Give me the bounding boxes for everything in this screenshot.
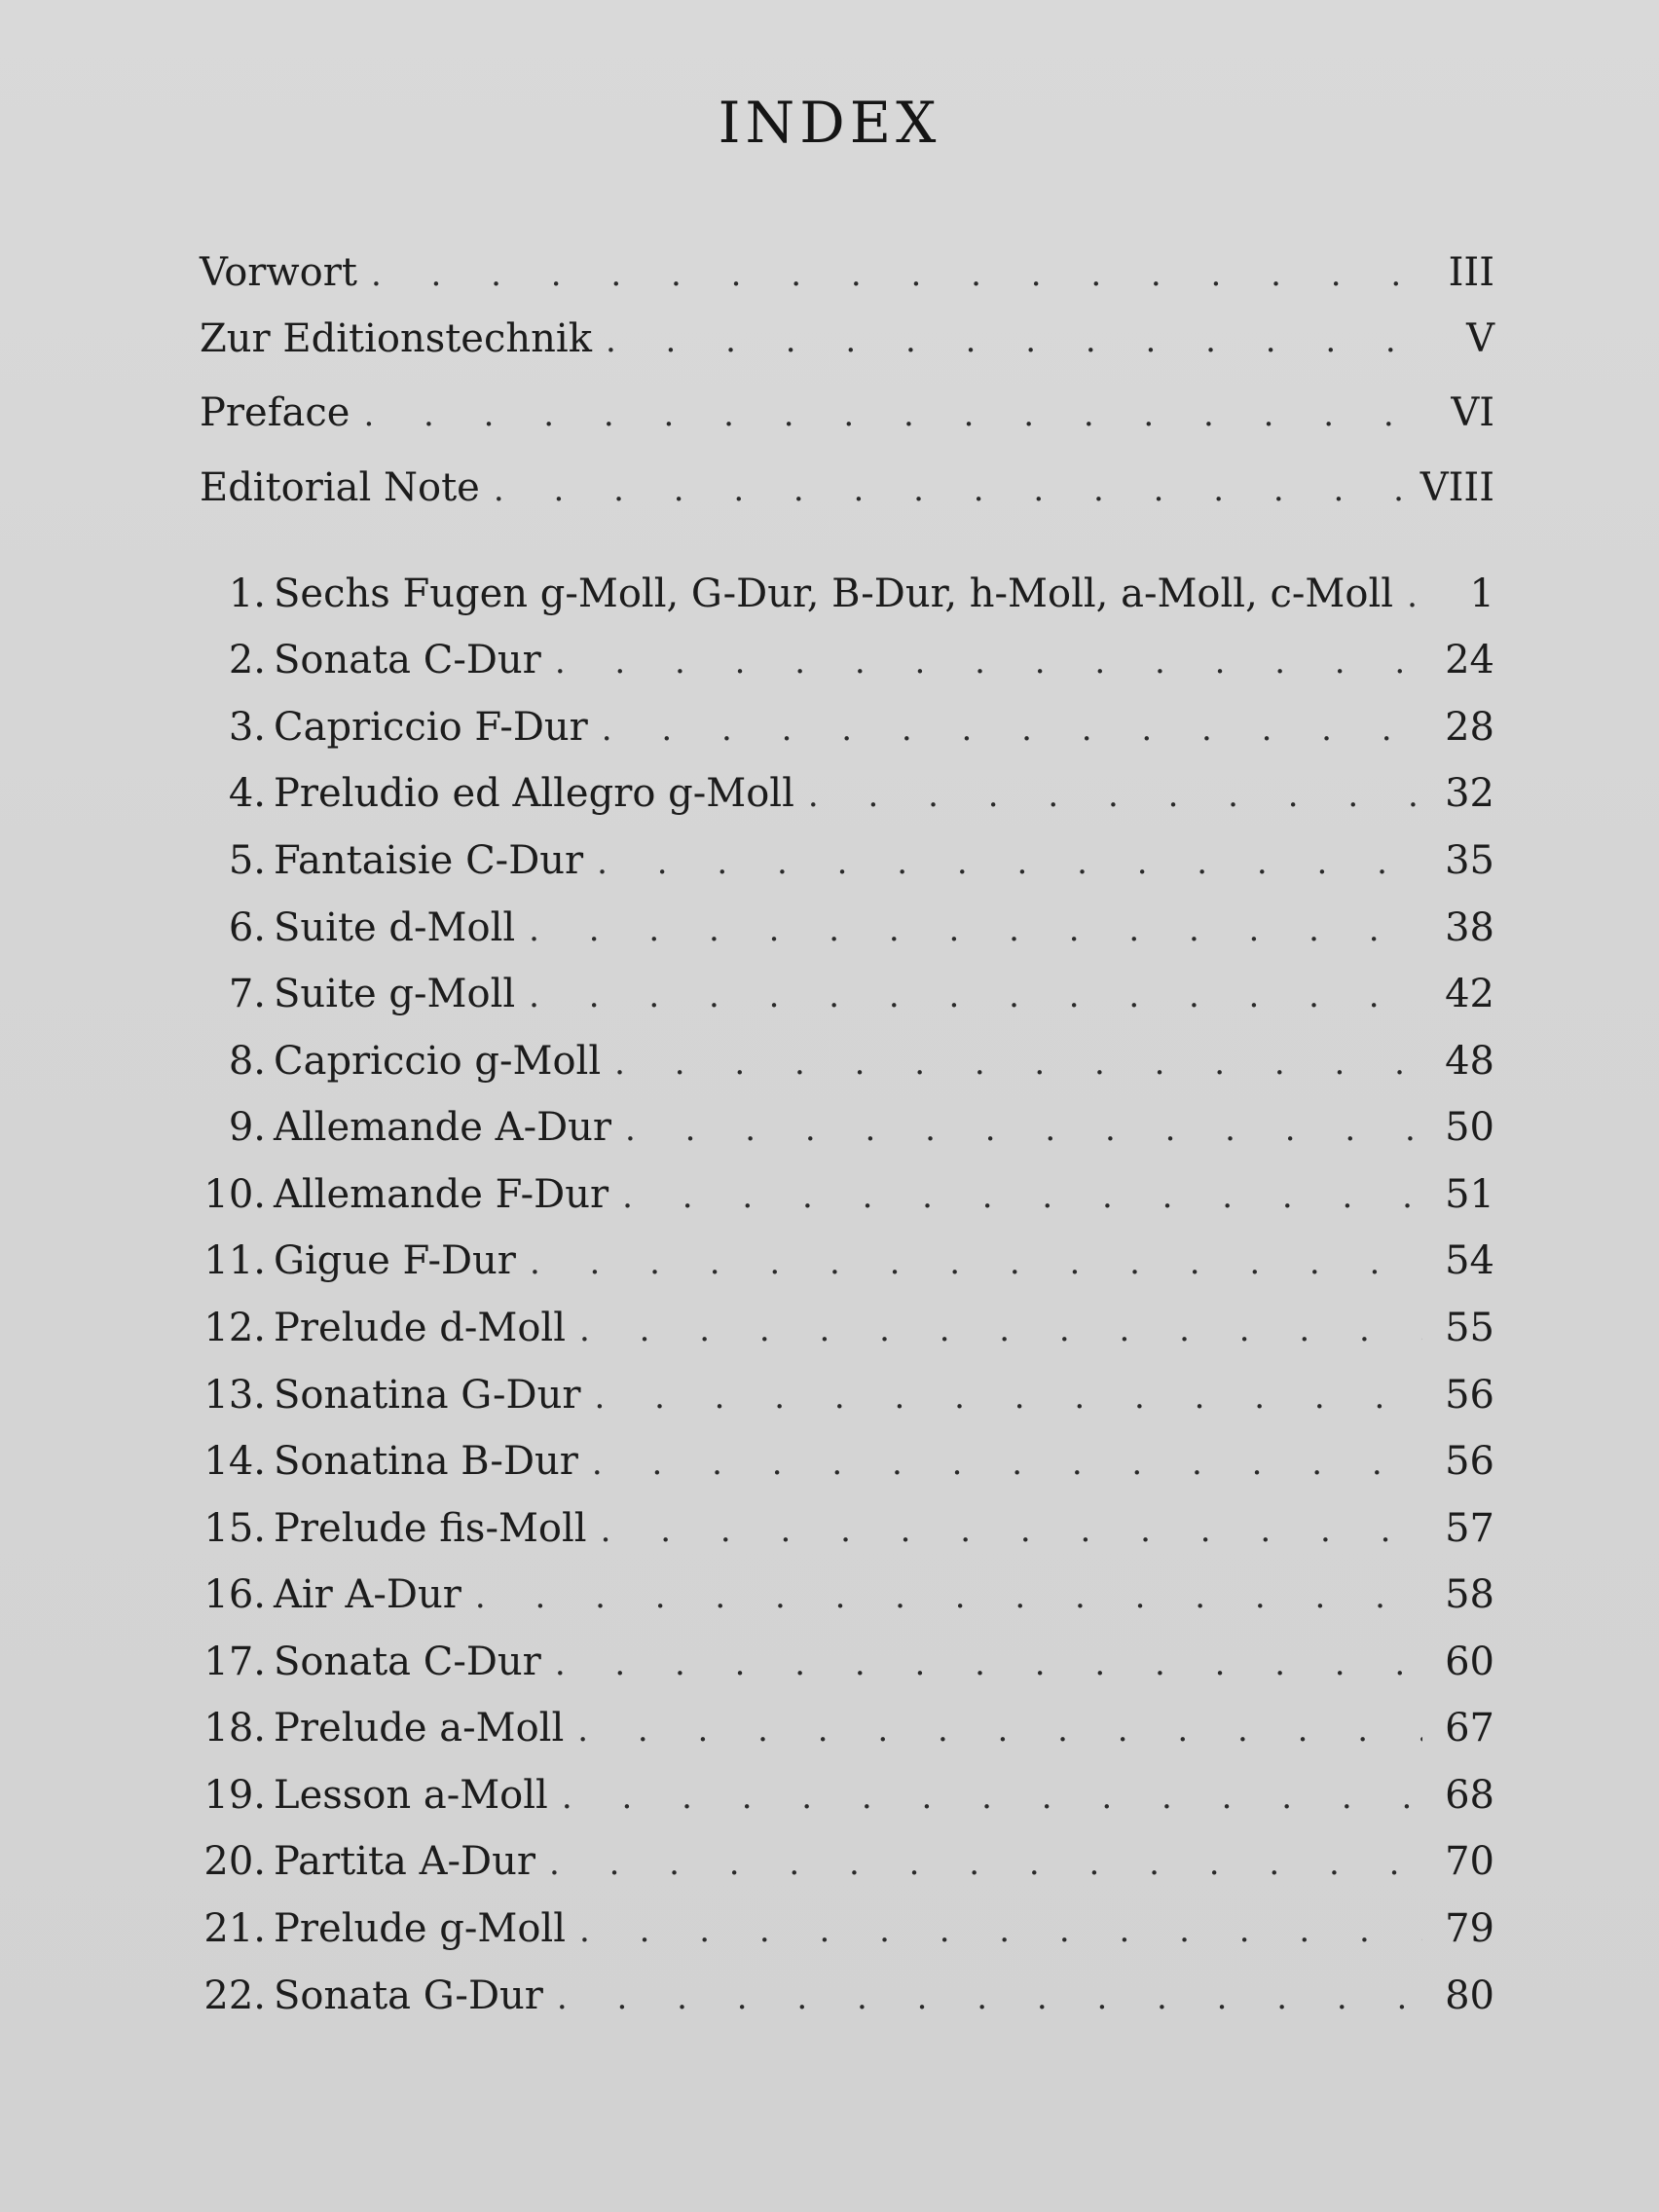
leader-dots <box>1407 567 1422 625</box>
toc-page-number: 56 <box>1445 1373 1494 1418</box>
toc-page-number: 67 <box>1445 1706 1494 1751</box>
leader-dots <box>530 1234 1422 1292</box>
toc-row-entry[interactable] <box>200 1432 1494 1491</box>
toc-label: Preface <box>200 390 350 435</box>
entry-number: 17. <box>203 1640 266 1684</box>
entry-number: 5. <box>228 838 266 883</box>
toc-label: Sonata C-Dur <box>274 1640 541 1684</box>
toc-row-entry[interactable] <box>200 1366 1494 1424</box>
leader-dots <box>529 967 1422 1025</box>
toc-row-entry[interactable] <box>200 1699 1494 1757</box>
entry-number: 13. <box>203 1373 266 1418</box>
toc-label: Prelude g-Moll <box>274 1906 566 1951</box>
leader-dots <box>562 1768 1422 1826</box>
entry-number: 21. <box>203 1906 266 1951</box>
toc-page-number: 80 <box>1445 1973 1494 2018</box>
toc-label: Sonata C-Dur <box>274 638 541 682</box>
toc-row-entry[interactable] <box>200 1499 1494 1558</box>
leader-dots <box>601 1501 1422 1560</box>
toc-page-number: 60 <box>1445 1640 1494 1684</box>
entry-number: 11. <box>203 1238 266 1283</box>
entry-number: 10. <box>203 1172 266 1217</box>
toc-page-number: 57 <box>1445 1506 1494 1551</box>
toc-page-number: V <box>1466 316 1494 361</box>
toc-label: Editorial Note <box>200 465 480 510</box>
toc-label: Sonatina B-Dur <box>274 1439 578 1484</box>
page-title: INDEX <box>718 90 941 156</box>
toc-label: Vorwort <box>200 250 357 295</box>
toc-page-number: 48 <box>1445 1039 1494 1084</box>
toc-page-number: 58 <box>1445 1572 1494 1617</box>
toc-row-entry[interactable] <box>200 1165 1494 1224</box>
toc-label: Sonata G-Dur <box>274 1973 543 2018</box>
toc-row-entry[interactable] <box>200 1899 1494 1958</box>
leader-dots <box>549 1834 1422 1893</box>
toc-row-entry[interactable] <box>200 831 1494 890</box>
leader-dots <box>597 833 1422 892</box>
entry-number: 12. <box>203 1306 266 1350</box>
leader-dots <box>475 1567 1422 1626</box>
toc-row-editorial-note[interactable] <box>200 459 1494 517</box>
toc-label: Capriccio g-Moll <box>274 1039 602 1084</box>
leader-dots <box>363 386 1422 444</box>
leader-dots <box>614 1034 1422 1092</box>
toc-label: Fantaisie C-Dur <box>274 838 584 883</box>
toc-page-number: 32 <box>1445 771 1494 816</box>
leader-dots <box>594 1368 1422 1426</box>
toc-label: Prelude fis-Moll <box>274 1506 587 1551</box>
leader-dots <box>555 633 1422 691</box>
toc-row-entry[interactable] <box>200 1566 1494 1624</box>
entry-number: 9. <box>228 1105 266 1150</box>
entry-number: 14. <box>203 1439 266 1484</box>
toc-label: Sechs Fugen g-Moll, G-Dur, B-Dur, h-Moll, a-Moll, c-Moll <box>274 571 1394 616</box>
leader-dots <box>555 1635 1422 1693</box>
toc-label: Prelude d-Moll <box>274 1306 566 1350</box>
leader-dots <box>579 1301 1422 1359</box>
leader-dots <box>371 245 1422 304</box>
toc-row-entry[interactable] <box>200 1098 1494 1157</box>
toc-row-editionstechnik[interactable] <box>200 310 1494 368</box>
toc-page-number: 1 <box>1469 571 1494 616</box>
toc-page-number: 42 <box>1445 972 1494 1016</box>
toc-page-number: 70 <box>1445 1839 1494 1884</box>
toc-label: Suite d-Moll <box>274 905 516 950</box>
toc-row-entry[interactable] <box>200 698 1494 756</box>
entry-number: 6. <box>228 905 266 950</box>
entry-number: 22. <box>203 1973 266 2018</box>
toc-row-entry[interactable] <box>200 1832 1494 1891</box>
toc-label: Air A-Dur <box>274 1572 461 1617</box>
entry-number: 7. <box>228 972 266 1016</box>
toc-page-number: 35 <box>1445 838 1494 883</box>
entry-number: 8. <box>228 1039 266 1084</box>
leader-dots <box>592 1434 1422 1493</box>
leader-dots <box>622 1167 1422 1226</box>
leader-dots <box>808 766 1422 825</box>
toc-row-entry[interactable] <box>200 899 1494 957</box>
entry-number: 20. <box>203 1839 266 1884</box>
toc-page-number: VI <box>1451 390 1494 435</box>
toc-page-number: 68 <box>1445 1773 1494 1818</box>
leader-dots <box>577 1701 1422 1759</box>
toc-page-number: 55 <box>1445 1306 1494 1350</box>
leader-dots <box>529 901 1422 959</box>
toc-row-entry[interactable] <box>200 1032 1494 1090</box>
toc-row-entry[interactable] <box>200 1967 1494 2025</box>
toc-label: Preludio ed Allegro g-Moll <box>274 771 794 816</box>
toc-row-preface[interactable] <box>200 384 1494 442</box>
toc-row-entry[interactable] <box>200 1766 1494 1825</box>
toc-label: Sonatina G-Dur <box>274 1373 581 1418</box>
toc-label: Capriccio F-Dur <box>274 705 588 750</box>
toc-label: Partita A-Dur <box>274 1839 535 1884</box>
leader-dots <box>606 312 1422 370</box>
toc-label: Allemande F-Dur <box>274 1172 609 1217</box>
entry-number: 15. <box>203 1506 266 1551</box>
toc-page-number: 54 <box>1445 1238 1494 1283</box>
leader-dots <box>557 1969 1422 2027</box>
toc-page-number: III <box>1448 250 1494 295</box>
toc-row-entry[interactable] <box>200 1633 1494 1691</box>
toc-row-vorwort[interactable] <box>200 243 1494 302</box>
toc-label: Zur Editionstechnik <box>200 316 592 361</box>
entry-number: 16. <box>203 1572 266 1617</box>
leader-dots <box>602 700 1422 758</box>
toc-label: Prelude a-Moll <box>274 1706 565 1751</box>
entry-number: 1. <box>228 571 266 616</box>
entry-number: 4. <box>228 771 266 816</box>
entry-number: 19. <box>203 1773 266 1818</box>
toc-row-entry[interactable] <box>200 764 1494 823</box>
toc-page-number: VIII <box>1419 465 1494 510</box>
toc-page-number: 56 <box>1445 1439 1494 1484</box>
toc-row-entry[interactable] <box>200 631 1494 689</box>
toc-page-number: 38 <box>1445 905 1494 950</box>
toc-page-number: 51 <box>1445 1172 1494 1217</box>
toc-page-number: 28 <box>1445 705 1494 750</box>
leader-dots <box>494 461 1407 519</box>
toc-page-number: 79 <box>1445 1906 1494 1951</box>
toc-label: Suite g-Moll <box>274 972 516 1016</box>
toc-label: Allemande A-Dur <box>274 1105 612 1150</box>
toc-row-entry[interactable] <box>200 1299 1494 1357</box>
toc-row-entry[interactable] <box>200 965 1494 1023</box>
entry-number: 2. <box>228 638 266 682</box>
entry-number: 18. <box>203 1706 266 1751</box>
toc-page-number: 24 <box>1445 638 1494 682</box>
leader-dots <box>579 1901 1422 1960</box>
toc-row-entry[interactable] <box>200 565 1494 623</box>
entry-number: 3. <box>228 705 266 750</box>
toc-page-number: 50 <box>1445 1105 1494 1150</box>
toc-label: Lesson a-Moll <box>274 1773 548 1818</box>
leader-dots <box>625 1100 1422 1159</box>
toc-row-entry[interactable] <box>200 1232 1494 1290</box>
toc-label: Gigue F-Dur <box>274 1238 516 1283</box>
